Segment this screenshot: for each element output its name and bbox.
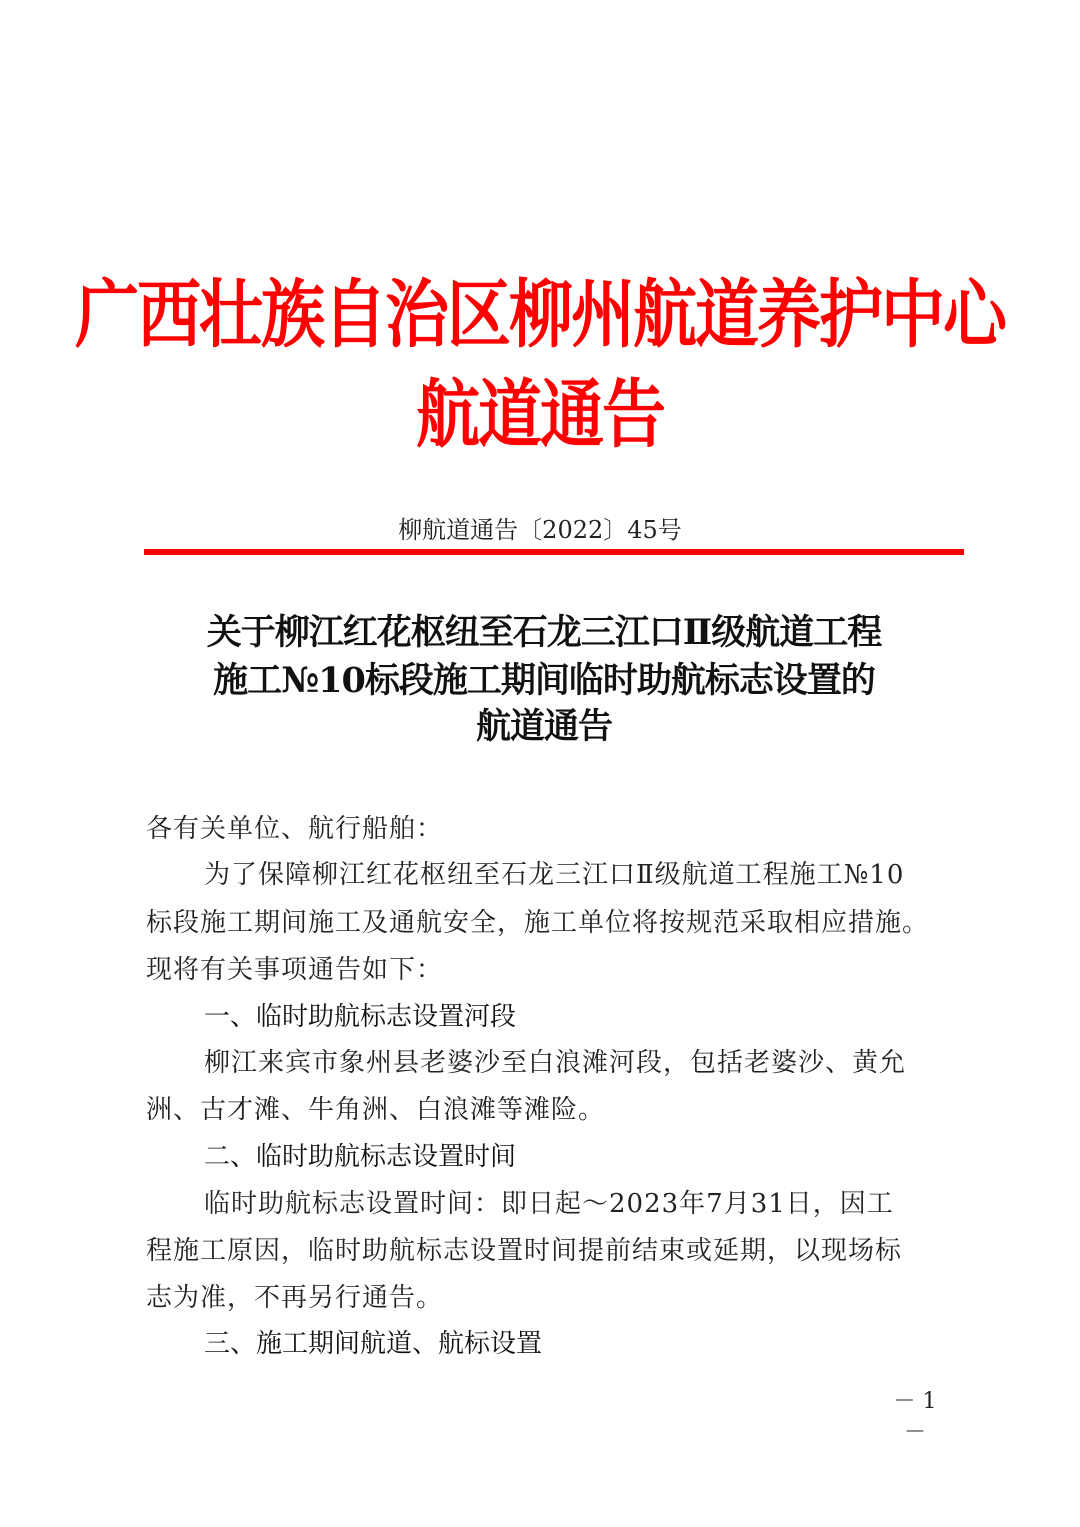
masthead-notice-type: 航道通告	[416, 372, 664, 459]
document-title-line-1: 关于柳江红花枢纽至石龙三江口Ⅱ级航道工程	[206, 612, 882, 653]
section-heading-3: 三、施工期间航道、航标设置	[204, 1329, 543, 1359]
section-1-line: 柳江来宾市象州县老婆沙至白浪滩河段，包括老婆沙、黄允	[204, 1048, 907, 1078]
intro-paragraph-line: 现将有关事项通告如下：	[146, 955, 444, 985]
section-heading-2: 二、临时助航标志设置时间	[204, 1142, 517, 1172]
section-heading-1: 一、临时助航标志设置河段	[204, 1002, 517, 1032]
intro-paragraph-line: 为了保障柳江红花枢纽至石龙三江口Ⅱ级航道工程施工№10	[204, 860, 905, 890]
page-number: － 1 －	[893, 1389, 937, 1445]
section-2-line: 志为准，不再另行通告。	[146, 1283, 444, 1313]
document-title-line-3: 航道通告	[475, 706, 612, 747]
masthead-organization: 广西壮族自治区柳州航道养护中心	[75, 272, 1005, 359]
salutation: 各有关单位、航行船舶：	[146, 814, 444, 844]
section-2-line: 程施工原因，临时助航标志设置时间提前结束或延期，以现场标	[146, 1236, 903, 1266]
document-number: 柳航道通告〔2022〕45号	[398, 516, 682, 544]
section-1-line: 洲、古才滩、牛角洲、白浪滩等滩险。	[146, 1095, 606, 1125]
red-divider-rule	[144, 549, 964, 555]
document-title-line-2: 施工№10标段施工期间临时助航标志设置的	[213, 660, 875, 701]
intro-paragraph-line: 标段施工期间施工及通航安全，施工单位将按规范采取相应措施。	[146, 908, 930, 938]
section-2-line: 临时助航标志设置时间：即日起～2023年7月31日，因工	[204, 1189, 894, 1219]
